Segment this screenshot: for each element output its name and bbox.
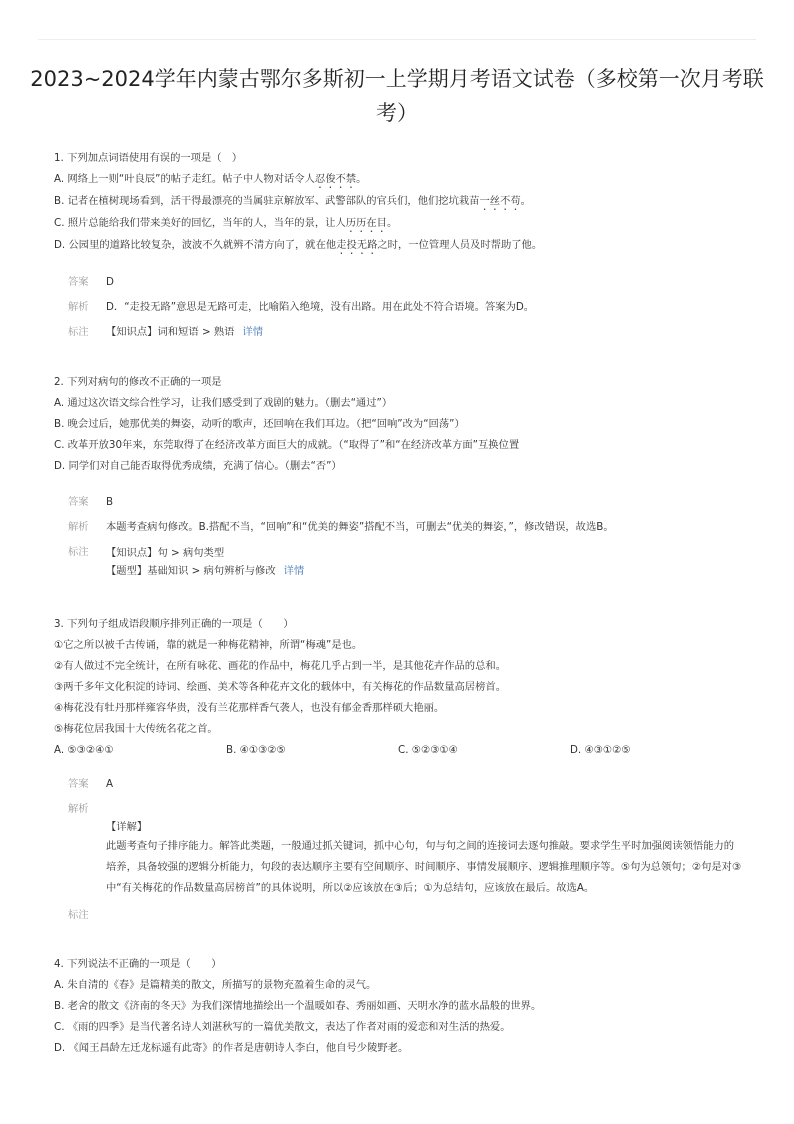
question-1 — [54, 148, 754, 345]
analysis-text: 本题考查病句修改。B.搭配不当，“回响”和“优美的舞姿”搭配不当，可删去“优美的舞姿，”，修改错误，故选B。 — [106, 521, 614, 533]
analysis-text: D．“走投无路”意思是无路可走，比喻陷入绝境，没有出路。用在此处不符合语境。答案为D。 — [106, 301, 535, 313]
option-c: C. 《雨的四季》是当代著名诗人刘湛秋写的一篇优美散文，表达了作者对雨的爱恋和对生活的热爱。 — [54, 1021, 511, 1033]
answer-row — [68, 490, 754, 515]
analysis-text: 此题考查句子排序能力。解答此类题，一般通过抓关键词，抓中心句，句与句之间的连接词去逐句推敲。要求学生平时加强阅读领悟能力的培养，具备较强的逻辑分析能力，句段的表达顺序主要有空间顺序、时间顺序、事情发展顺序、逻辑推理顺序等。⑤句为总领句；②句是对③中“有关梅花的作品数量高居榜首”的具体说明，所以②应该放在③后；①为总结句，应该放在最后。故选A。 — [106, 840, 742, 894]
sentence-5: ⑤梅花位居我国十大传统名花之首。 — [54, 723, 218, 735]
answer-value: A — [106, 778, 114, 790]
sentence-1: ①它之所以被千古传诵，靠的就是一种梅花精神，所谓“梅魂”是也。 — [54, 639, 363, 651]
question-3 — [54, 614, 754, 928]
option-a: A. 朱自清的《春》是篇精美的散文，所描写的景物充盈着生命的灵气。 — [54, 979, 377, 991]
option-a: A. ⑤③②④① — [54, 744, 114, 756]
option-d: D. 《闻王昌龄左迁龙标遥有此寄》的作者是唐朝诗人李白，他自号少陵野老。 — [54, 1042, 409, 1054]
note-row — [68, 903, 754, 928]
question-stem: 3. 下列句子组成语段顺序排列正确的一项是（ ） — [54, 618, 294, 630]
question-2 — [54, 372, 754, 580]
answer-label: 答案 — [68, 276, 89, 288]
answer-label: 答案 — [68, 778, 89, 790]
note-label: 标注 — [68, 909, 89, 921]
detail-link[interactable]: 详情 — [242, 326, 264, 338]
top-divider — [38, 39, 756, 40]
option-c: C. ⑤②③①④ — [398, 744, 458, 756]
analysis-row — [68, 797, 754, 822]
detail-link[interactable]: 详情 — [283, 565, 305, 577]
emphasized-phrase: 一丝不苟 — [479, 195, 521, 207]
knowledge-point: 【知识点】词和短语 > 熟语 — [106, 326, 235, 338]
option-d: D. 同学们对自己能否取得优秀成绩，充满了信心。（删去“否”） — [54, 460, 342, 472]
emphasized-phrase: 走投无路 — [336, 239, 378, 251]
knowledge-point: 【知识点】句 > 病句类型 — [106, 547, 225, 559]
option-c: C. 改革开放30年来，东莞取得了在经济改革方面巨大的成就。（“取得了”和“在经济改革方面”互换位置 — [54, 439, 520, 451]
answer-row — [68, 270, 754, 295]
analysis-label: 解析 — [68, 521, 89, 533]
answer-value: B — [106, 496, 114, 508]
option-d: D. 公园里的道路比较复杂，波波不久就辨不清方向了，就在他走投无路之时，一位管理人员及时帮助了他。 — [54, 239, 543, 251]
analysis-row — [68, 515, 754, 540]
emphasized-phrase: 历历在目 — [345, 217, 387, 229]
option-b: B. 记者在植树现场看到，活干得最漂亮的当属驻京解放军、武警部队的官兵们，他们挖坑栽苗一丝不苟。 — [54, 195, 531, 207]
answer-block — [68, 490, 754, 580]
question-stem: 1. 下列加点词语使用有误的一项是（ ） — [54, 152, 243, 164]
option-a: A. 通过这次语文综合性学习，让我们感受到了戏剧的魅力。（删去“通过”） — [54, 397, 393, 409]
options-row — [54, 740, 754, 761]
option-a: A. 网络上一则“叶良辰”的帖子走红。帖子中人物对话令人忍俊不禁。 — [54, 173, 367, 185]
note-label: 标注 — [68, 546, 89, 558]
sentence-4: ④梅花没有牡丹那样雍容华贵，没有兰花那样香气袭人，也没有郁金香那样硕大艳丽。 — [54, 702, 445, 714]
note-row — [68, 320, 754, 345]
analysis-detail — [106, 818, 754, 899]
emphasized-phrase: 忍俊不禁 — [314, 173, 357, 185]
note-label: 标注 — [68, 326, 89, 338]
option-b: B. ④①③②⑤ — [226, 744, 286, 756]
question-4 — [54, 954, 754, 1059]
page-title: 2023~2024学年内蒙古鄂尔多斯初一上学期月考语文试卷（多校第一次月考联考） — [30, 67, 764, 125]
option-d: D. ④③①②⑤ — [570, 744, 631, 756]
question-stem: 4. 下列说法不正确的一项是（ ） — [54, 958, 222, 970]
sentence-3: ③两千多年文化积淀的诗词、绘画、美术等各种花卉文化的载体中，有关梅花的作品数量高居榜首。 — [54, 681, 506, 693]
answer-label: 答案 — [68, 496, 89, 508]
option-b: B. 老舍的散文《济南的冬天》为我们深情地描绘出一个温暖如春、秀丽如画、天明水净的蓝水晶般的世界。 — [54, 1000, 542, 1012]
analysis-row — [68, 295, 754, 320]
sentence-2: ②有人做过不完全统计，在所有咏花、画花的作品中，梅花几乎占到一半，是其他花卉作品的总和。 — [54, 660, 506, 672]
answer-block — [68, 772, 754, 928]
option-c: C. 照片总能给我们带来美好的回忆，当年的人，当年的景，让人历历在目。 — [54, 217, 398, 229]
analysis-label: 解析 — [68, 803, 89, 815]
option-b: B. 晚会过后，她那优美的舞姿，动听的歌声，还回响在我们耳边。（把“回响”改为“回荡”） — [54, 418, 465, 430]
note-row — [68, 540, 754, 580]
answer-block — [68, 270, 754, 345]
question-stem: 2. 下列对病句的修改不正确的一项是 — [54, 376, 222, 388]
question-type: 【题型】基础知识 > 病句辨析与修改 — [106, 565, 276, 577]
detail-heading: 【详解】 — [106, 821, 148, 833]
answer-value: D — [106, 276, 114, 288]
answer-row — [68, 772, 754, 797]
analysis-label: 解析 — [68, 301, 89, 313]
